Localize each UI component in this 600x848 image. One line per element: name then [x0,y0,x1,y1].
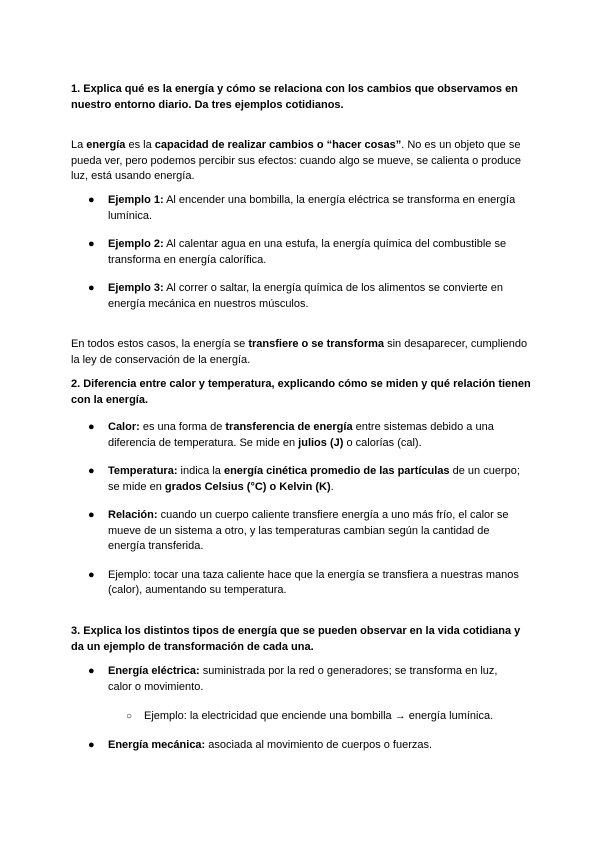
list-item: ● Ejemplo: tocar una taza caliente hace que la energía se transfiera a nuestras manos (calor), aumentando su temperatura. [88,568,519,596]
list-item: ● Calor: es una forma de transferencia de energía entre sistemas debido a una diferencia de temperatura. Se mide en julios (J) o calorías (cal). [88,421,494,449]
question-1-heading: 1. Explica qué es la energía y cómo se relaciona con los cambios que observamos en nuestro entorno diario. Da tres ejemplos cotidianos. [71,83,518,111]
list-item: ● Energía mecánica: asociada al movimiento de cuerpos o fuerzas. [0,738,523,754]
question-2-heading: 2. Diferencia entre calor y temperatura, explicando cómo se miden y qué relación tienen con la energía. [71,378,531,406]
energy-sublist [0,709,600,725]
list-item: ● Ejemplo 3: Al correr o saltar, la energía química de los alimentos se convierte en energía mecánica en nuestros músculos. [88,282,503,310]
list-item: ● Temperatura: indica la energía cinética promedio de las partículas de un cuerpo; se mide en grados Celsius (°C) o Kelvin (K). [88,465,520,493]
list-item: ○ Ejemplo: la electricidad que enciende una bombilla → energía lumínica. [0,709,544,725]
list-item: ● Relación: cuando un cuerpo caliente transfiere energía a uno más frío, el calor se mueve de un sistema a otro, y las temperaturas cambian según la cantidad de energía transferida. [88,509,509,552]
bullet-icon: ● [88,568,95,581]
bullet-icon: ● [88,739,95,751]
list-item: ● Energía eléctrica: suministrada por la red o generadores; se transforma en luz, calor o movimiento. [88,665,498,693]
list-item: ● Ejemplo 1: Al encender una bombilla, la energía eléctrica se transforma en energía lumínica. [88,194,516,222]
bullet-icon: ● [88,421,95,433]
hollow-bullet-icon: ○ [126,711,133,722]
energy-types-list [0,664,600,695]
question-1-closing: En todos estos casos, la energía se transfiere o se transforma sin desaparecer, cumpliendo la ley de conservación de la energía. [71,338,528,366]
bullet-icon: ● [88,238,95,250]
bullet-icon: ● [88,665,95,677]
bullet-icon: ● [88,465,95,477]
question-1-intro: La energía es la capacidad de realizar cambios o “hacer cosas”. No es un objeto que se pueda ver, pero podemos percibir sus efectos: cuando algo se mueve, se calienta o produce luz, está usando energía. [71,139,522,182]
bullet-icon: ● [88,194,95,206]
examples-list [0,193,600,312]
energy-types-list-continued [0,738,600,754]
question-3-heading: 3. Explica los distintos tipos de energía que se pueden observar en la vida cotidiana y da un ejemplo de transformación de cada una. [71,625,521,653]
bullet-icon: ● [88,509,95,521]
bullet-icon: ● [88,282,95,294]
list-item: ● Ejemplo 2: Al calentar agua en una estufa, la energía química del combustible se transforma en energía calorífica. [88,238,507,266]
heat-temperature-list [0,420,600,599]
